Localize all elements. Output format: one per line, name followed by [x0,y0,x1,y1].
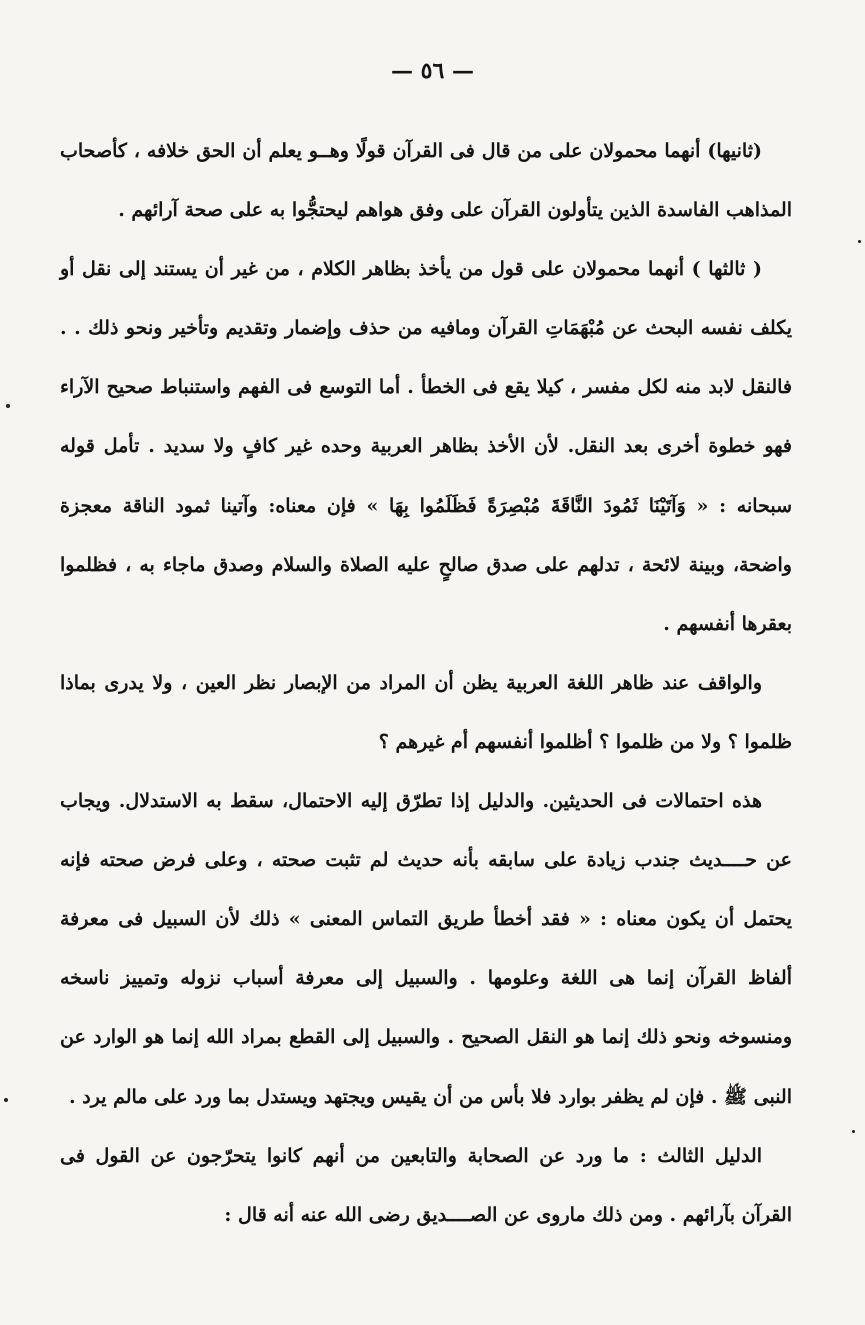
paragraph-third-evidence: الدليل الثالث : ما ورد عن الصحابة والتابعين من أنهم كانوا يتحرّجون عن القول فى القرآن بآرائهم . ومن ذلك ماروى عن الصــــديق رضى الله عنه أنه قال : [60,1144,792,1226]
paragraph-second-reason: (ثانيها) أنهما محمولان على من قال فى القرآن قولًا وهــو يعلم أن الحق خلافه ، كأصحاب المذاهب الفاسدة الذين يتأولون القرآن على وفق هواهم ليحتجُّوا به على صحة آرائهم . [60,140,792,222]
scan-speck [4,1098,8,1102]
scan-speck [858,240,861,243]
paragraph-literal-reader: والواقف عند ظاهر اللغة العربية يظن أن المراد من الإبصار نظر العين ، ولا يدرى بماذا ظلموا ؟ ولا من ظلموا ؟ أظلموا أنفسهم أم غيرهم ؟ [60,671,792,753]
scan-speck [852,1130,855,1133]
body-text [60,122,792,1245]
scan-speck [6,404,10,408]
paragraph-possibilities: هذه احتمالات فى الحديثين. والدليل إذا تطرّق إليه الاحتمال، سقط به الاستدلال. ويجاب عن حــــديث جندب زيادة على سابقه بأنه حديث لم تثبت صحته ، وعلى فرض صحته فإنه يحتمل أن يكون معناه : « فقد أخطأ طريق التماس المعنى » ذلك لأن السبيل فى معرفة ألفاظ القرآن إنما هى اللغة وعلومها . والسبيل إلى معرفة أسباب نزوله وتمييز ناسخه ومنسوخه ونحو ذلك إنما هو النقل الصحيح . والسبيل إلى القطع بمراد الله إنما هو الوارد عن النبى ﷺ . فإن لم يظفر بوارد فلا بأس من أن يقيس ويجتهد ويستدل بما ورد على مالم يرد . [60,790,792,1108]
page-number: — ٥٦ — [391,58,474,84]
paragraph-third-reason: ( ثالثها ) أنهما محمولان على قول من يأخذ بظاهر الكلام ، من غير أن يستند إلى نقل أو يكلف نفسه البحث عن مُبْهَمَاتِ القرآن ومافيه من حذف وإضمار وتقديم وتأخير ونحو ذلك . . فالنقل لابد منه لكل مفسر ، كيلا يقع فى الخطأ . أما التوسع فى الفهم واستنباط صحيح الآراء فهو خطوة أخرى بعد النقل. لأن الأخذ بظاهر العربية وحده غير كافٍ ولا سديد . تأمل قوله سبحانه : « وَآتَيْنَا ثَمُودَ النَّاقَةَ مُبْصِرَةً فَظَلَمُوا بِهَا » فإن معناه: وآتينا ثمود الناقة معجزة واضحة، وبينة لائحة ، تدلهم على صدق صالحٍ عليه الصلاة والسلام وصدق ماجاء به ، فظلموا بعقرها أنفسهم . [60,258,792,635]
